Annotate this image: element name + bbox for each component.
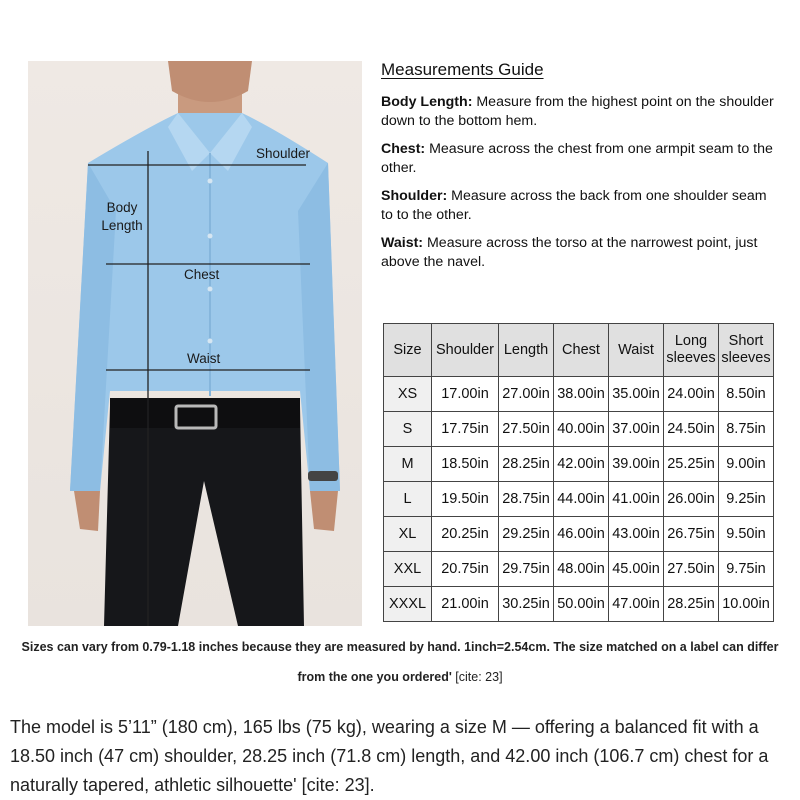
note-cite-text: [cite: 23] — [451, 670, 503, 684]
guide-text: Measure across the torso at the narrowest point, just above the navel. — [381, 235, 758, 270]
guide-term: Body Length: — [381, 94, 473, 110]
waist-label: Waist — [187, 351, 221, 366]
table-row — [384, 377, 774, 412]
header-size: Size — [384, 324, 432, 377]
size-cell: XXL — [384, 552, 432, 587]
table-row — [384, 587, 774, 622]
table-row — [384, 412, 774, 447]
size-cell: XL — [384, 517, 432, 552]
size-cell: S — [384, 412, 432, 447]
table-cell: 28.75in — [499, 482, 554, 517]
shoulder-label: Shoulder — [256, 146, 311, 161]
table-cell: 47.00in — [609, 587, 664, 622]
measurement-note-line1: Sizes can vary from 0.79-1.18 inches because they are measured by hand. 1inch=2.54cm. The size matched on a label can differ — [21, 640, 779, 654]
table-cell: 35.00in — [609, 377, 664, 412]
size-cell: M — [384, 447, 432, 482]
table-cell: 43.00in — [609, 517, 664, 552]
table-row — [384, 552, 774, 587]
table-header-row — [384, 324, 774, 377]
guide-term: Waist: — [381, 235, 424, 251]
guide-item-body-length — [381, 93, 776, 131]
table-cell: 20.25in — [432, 517, 499, 552]
guide-text: Measure from the highest point on the shoulder down to the bottom hem. — [381, 94, 774, 129]
table-row — [384, 447, 774, 482]
guide-text: Measure across the chest from one armpit seam to the other. — [381, 141, 773, 176]
table-cell: 41.00in — [609, 482, 664, 517]
guide-item-shoulder — [381, 187, 776, 225]
table-cell: 44.00in — [554, 482, 609, 517]
model-photo — [28, 61, 362, 626]
header-long-sleeves: Long sleeves — [664, 324, 719, 377]
table-cell: 20.75in — [432, 552, 499, 587]
table-cell: 10.00in — [719, 587, 774, 622]
table-cell: 24.50in — [664, 412, 719, 447]
table-cell: 21.00in — [432, 587, 499, 622]
guide-title: Measurements Guide — [381, 60, 544, 79]
size-cell: XS — [384, 377, 432, 412]
guide-text: Measure across the back from one shoulder seam to to the other. — [381, 188, 767, 223]
table-cell: 27.50in — [664, 552, 719, 587]
table-cell: 28.25in — [664, 587, 719, 622]
table-cell: 17.75in — [432, 412, 499, 447]
table-cell: 29.25in — [499, 517, 554, 552]
body-length-line2: Length — [101, 218, 143, 233]
header-chest: Chest — [554, 324, 609, 377]
table-cell: 39.00in — [609, 447, 664, 482]
table-cell: 9.00in — [719, 447, 774, 482]
table-cell: 8.75in — [719, 412, 774, 447]
size-cell: L — [384, 482, 432, 517]
model-description: The model is 5’11” (180 cm), 165 lbs (75 kg), wearing a size M — offering a balanced fit with a 18.50 inch (47 cm) shoulder, 28.25 inch (71.8 cm) length, and 42.00 inch (106.7 cm) chest for a naturally tapered, athletic silhouette' [cite: 23]. — [10, 717, 769, 795]
table-cell: 9.25in — [719, 482, 774, 517]
table-cell: 8.50in — [719, 377, 774, 412]
body-length-label — [100, 199, 144, 235]
table-cell: 9.75in — [719, 552, 774, 587]
table-cell: 38.00in — [554, 377, 609, 412]
table-cell: 48.00in — [554, 552, 609, 587]
guide-term: Shoulder: — [381, 188, 448, 204]
table-cell: 26.75in — [664, 517, 719, 552]
note-bold-text: from the one you ordered' — [297, 670, 452, 684]
table-cell: 27.50in — [499, 412, 554, 447]
table-cell: 28.25in — [499, 447, 554, 482]
guide-item-waist — [381, 234, 776, 272]
size-chart-table — [383, 323, 774, 622]
size-cell: XXXL — [384, 587, 432, 622]
table-cell: 46.00in — [554, 517, 609, 552]
measurement-note-line2 — [0, 670, 800, 684]
body-length-line1: Body — [106, 200, 138, 215]
model-illustration — [28, 61, 362, 626]
table-cell: 9.50in — [719, 517, 774, 552]
header-short-sleeves: Short sleeves — [719, 324, 774, 377]
table-cell: 40.00in — [554, 412, 609, 447]
table-row — [384, 517, 774, 552]
guide-term: Chest: — [381, 141, 426, 157]
table-cell: 18.50in — [432, 447, 499, 482]
header-waist: Waist — [609, 324, 664, 377]
table-cell: 19.50in — [432, 482, 499, 517]
table-row — [384, 482, 774, 517]
header-shoulder: Shoulder — [432, 324, 499, 377]
table-cell: 45.00in — [609, 552, 664, 587]
table-cell: 17.00in — [432, 377, 499, 412]
table-cell: 27.00in — [499, 377, 554, 412]
table-cell: 42.00in — [554, 447, 609, 482]
table-cell: 24.00in — [664, 377, 719, 412]
table-cell: 37.00in — [609, 412, 664, 447]
table-cell: 29.75in — [499, 552, 554, 587]
measurements-guide — [381, 60, 776, 281]
table-cell: 26.00in — [664, 482, 719, 517]
header-length: Length — [499, 324, 554, 377]
table-cell: 25.25in — [664, 447, 719, 482]
table-cell: 30.25in — [499, 587, 554, 622]
guide-item-chest — [381, 140, 776, 178]
table-cell: 50.00in — [554, 587, 609, 622]
chest-label: Chest — [184, 267, 220, 282]
